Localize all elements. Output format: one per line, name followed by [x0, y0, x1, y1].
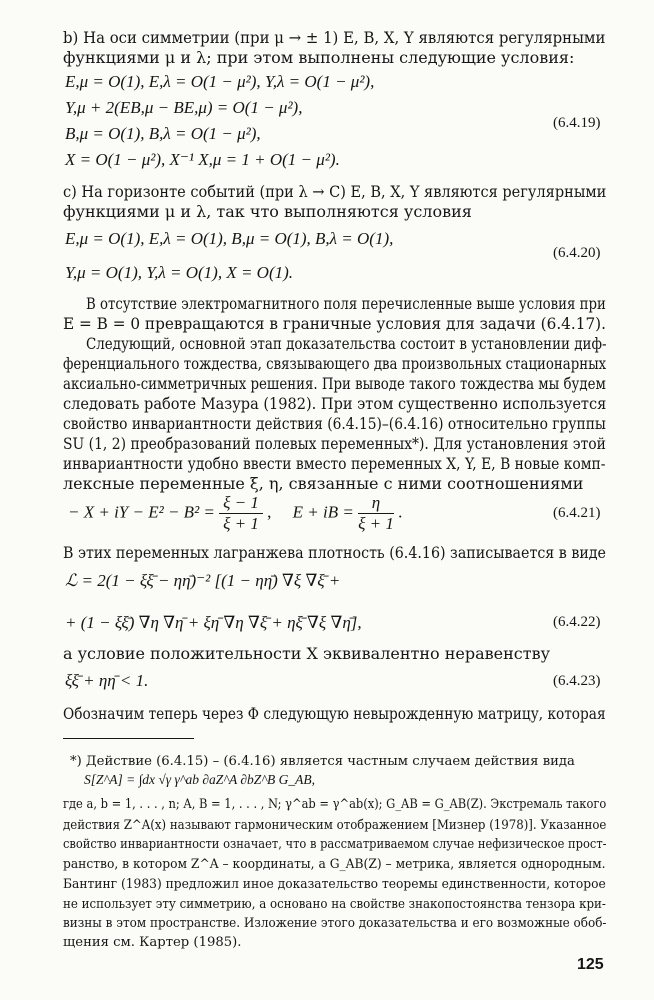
footnote-line: где a, b = 1, . . . , n; A, B = 1, . . . , N; γ^ab = γ^ab(x); G_AB = G_AB(Z). Экстремаль такого	[63, 797, 607, 812]
text-line: а условие положительности X эквивалентно неравенству	[63, 644, 551, 663]
fraction	[358, 493, 394, 534]
equation-line: ℒ = 2(1 − ξξ̄ − ηη̄)⁻² [(1 − ηη̄) ∇ξ ∇ξ̄ +	[65, 571, 341, 590]
equation-line: Y,μ + 2(EB,μ − BE,μ) = O(1 − μ²),	[65, 98, 303, 117]
text-line: инвариантности удобно ввести вместо переменных X, Y, E, B новые комп-	[63, 454, 606, 473]
eq21-left: − X + iY − E² − B² =	[68, 502, 215, 522]
footnote-line: визны в этом пространстве. Изложение этого доказательства и его возможные обоб-	[63, 916, 607, 931]
text-line: свойство инвариантности действия (6.4.15)–(6.4.16) относительно группы	[63, 414, 606, 433]
footnote-line: свойство инвариантности означает, что в рассматриваемом случае нефизическое прост-	[63, 837, 607, 852]
equation-number: (6.4.19)	[553, 115, 601, 131]
page-number: 125	[577, 956, 604, 973]
equation-number: (6.4.23)	[553, 673, 601, 689]
text-line: Обозначим теперь через Φ следующую невырожденную матрицу, которая	[63, 704, 606, 723]
equation-number: (6.4.20)	[553, 245, 601, 261]
denominator: ξ + 1	[358, 514, 394, 533]
footnote-rule	[63, 738, 194, 739]
text-line: E = B = 0 превращаются в граничные условия для задачи (6.4.17).	[63, 314, 606, 333]
text-line: следовать работе Мазура (1982). При этом существенно используется	[63, 394, 607, 413]
numerator: η	[358, 493, 394, 514]
text-line: b) На оси симметрии (при μ → ± 1) E, B, X, Y являются регулярными	[63, 28, 606, 47]
equation-line: E,μ = O(1), E,λ = O(1 − μ²), Y,λ = O(1 − μ²),	[65, 72, 375, 91]
equation-line: B,μ = O(1), B,λ = O(1 − μ²),	[65, 124, 261, 143]
text-line: функциями μ и λ, так что выполняются условия	[63, 202, 472, 221]
footnote-line: ранство, в котором Z^A – координаты, а G_AB(Z) – метрика, является однородным.	[63, 857, 606, 872]
equation-line: ξξ̄ + ηη̄ < 1.	[65, 671, 149, 690]
footnote-line: *) Действие (6.4.15) – (6.4.16) является частным случаем действия вида	[70, 754, 575, 769]
equation-number: (6.4.21)	[553, 505, 601, 521]
footnote-line: Бантинг (1983) предложил иное доказательство теоремы единственности, которое	[63, 877, 606, 892]
eq21-mid: E + iB =	[292, 502, 354, 522]
text-line: SU (1, 2) преобразований полевых переменных*). Для установления этой	[63, 434, 606, 453]
text-line: В отсутствие электромагнитного поля перечисленные выше условия при	[86, 294, 606, 313]
text-line: В этих переменных лагранжева плотность (6.4.16) записывается в виде	[63, 543, 606, 562]
equation-6-4-21: − X + iY − E² − B² = $\frac{\xi - 1}{\xi + 1}$ , E + iB = $\frac{\eta}{\xi + 1}$ .	[68, 493, 403, 533]
footnote-formula: S[Z^A] = ∫dx √γ γ^ab ∂aZ^A ∂bZ^B G_AB,	[84, 772, 315, 787]
text-line: функциями μ и λ; при этом выполнены следующие условия:	[63, 48, 575, 67]
equation-line: + (1 − ξξ̄) ∇η ∇η̄ + ξη̄ ∇η ∇ξ̄ + ηξ̄ ∇ξ ∇η̄],	[65, 613, 362, 632]
text-line: ференциального тождества, связывающего два произвольных стационарных	[63, 354, 607, 373]
text-line: лексные переменные ξ, η, связанные с ними соотношениями	[63, 474, 584, 493]
fraction	[219, 493, 263, 534]
footnote-line: щения см. Картер (1985).	[63, 935, 242, 950]
equation-line: Y,μ = O(1), Y,λ = O(1), X = O(1).	[65, 263, 294, 282]
text-line: аксиально-симметричных решения. При выводе такого тождества мы будем	[63, 374, 606, 393]
text-line: Следующий, основной этап доказательства состоит в установлении диф-	[86, 334, 607, 353]
denominator: ξ + 1	[223, 514, 259, 533]
equation-line: E,μ = O(1), E,λ = O(1), B,μ = O(1), B,λ = O(1),	[65, 229, 394, 248]
text-line: c) На горизонте событий (при λ → C) E, B, X, Y являются регулярными	[63, 182, 607, 201]
equation-line: X = O(1 − μ²), X⁻¹ X,μ = 1 + O(1 − μ²).	[65, 150, 340, 169]
equation-number: (6.4.22)	[553, 614, 601, 630]
numerator: ξ − 1	[219, 493, 263, 514]
footnote-line: действия Z^A(x) называют гармоническим отображением [Мизнер (1978)]. Указанное	[63, 818, 607, 833]
footnote-line: не использует эту симметрию, а основано на свойстве знакопостоянства тензора кри-	[63, 897, 606, 912]
